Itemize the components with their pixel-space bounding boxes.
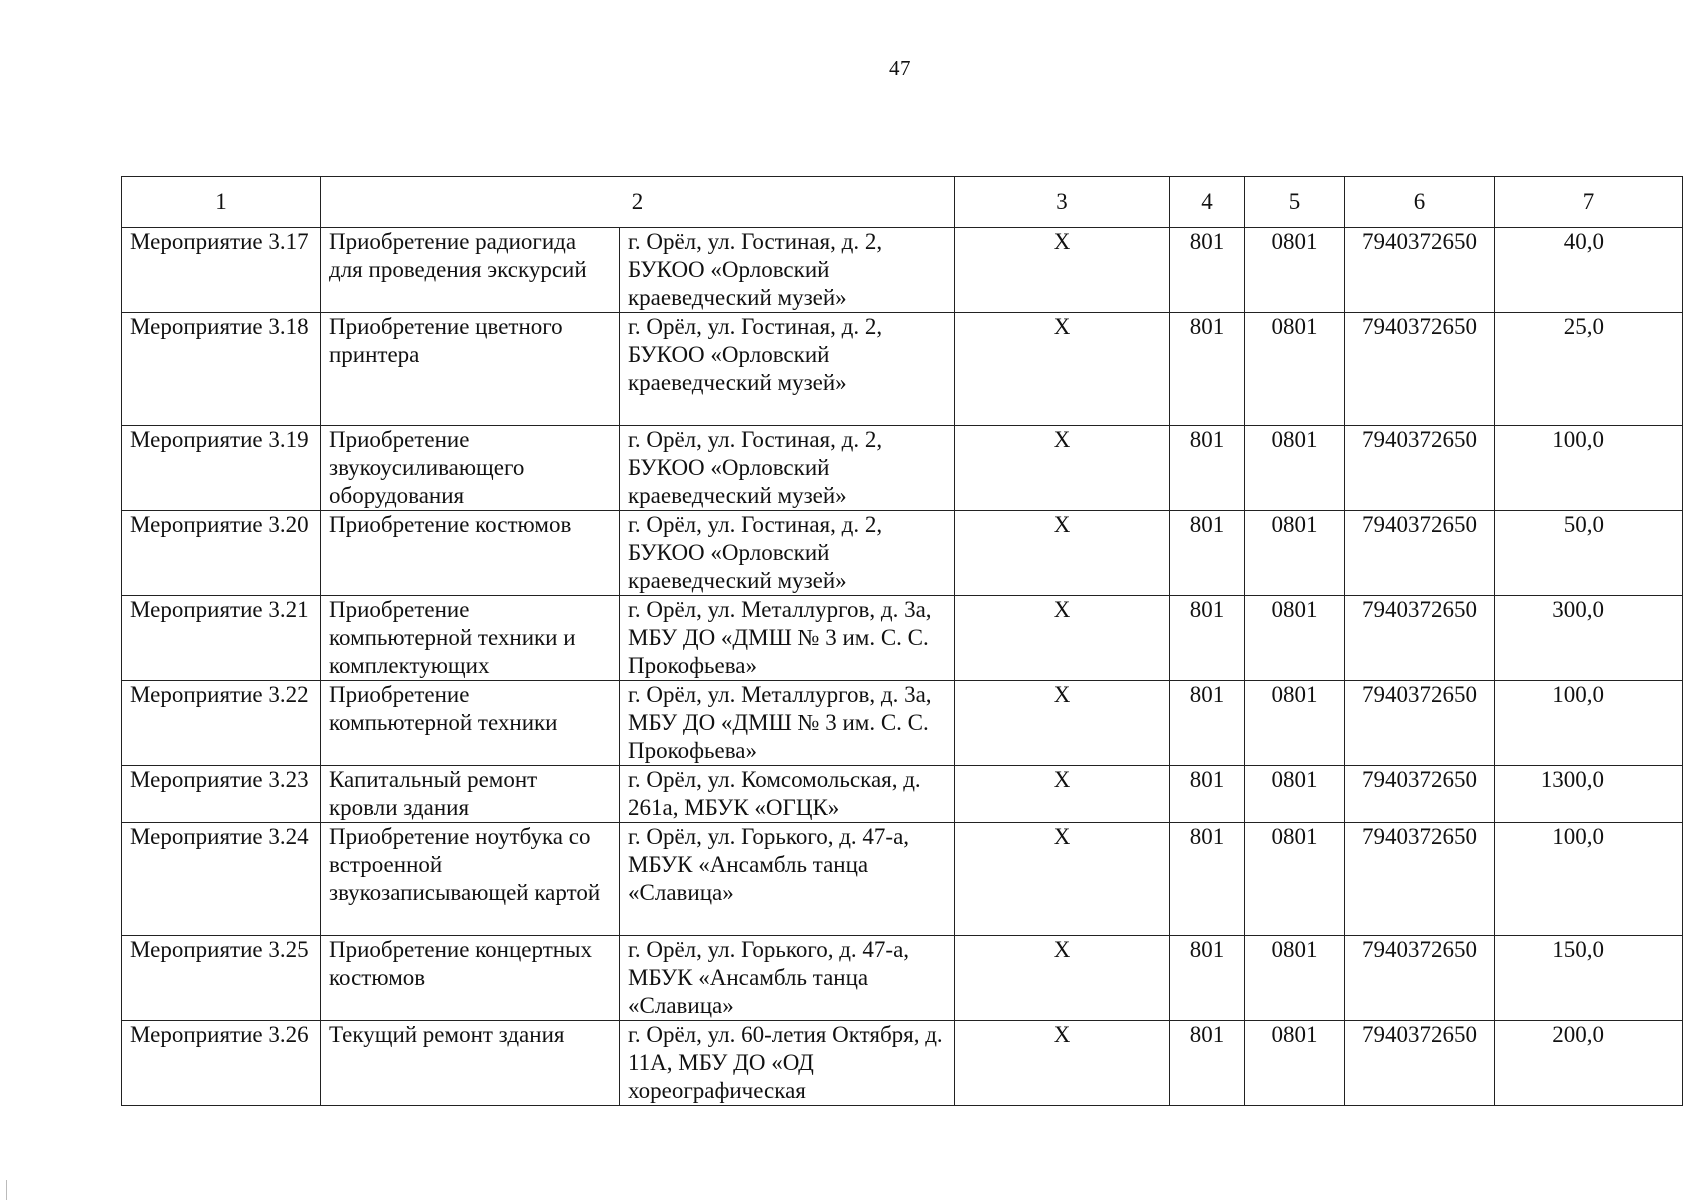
table-row [122,228,1683,313]
cell-col6: 7940372650 [1345,1021,1495,1106]
cell-col6: 7940372650 [1345,936,1495,1021]
cell-address: г. Орёл, ул. Гостиная, д. 2, БУКОО «Орловский краеведческий музей» [620,511,955,596]
cell-name: Приобретение концертных костюмов [321,936,620,1021]
cell-col7: 100,0 [1495,426,1683,511]
cell-event: Мероприятие 3.24 [122,823,321,936]
cell-col7: 1300,0 [1495,766,1683,823]
cell-name: Текущий ремонт здания [321,1021,620,1106]
cell-col3: Х [955,766,1170,823]
cell-address: г. Орёл, ул. 60-летия Октября, д. 11А, МБУ ДО «ОД хореографическая [620,1021,955,1106]
cell-col5: 0801 [1245,426,1345,511]
header-cell: 2 [321,177,955,228]
table-row [122,426,1683,511]
cell-name: Приобретение цветного принтера [321,313,620,426]
cell-event: Мероприятие 3.22 [122,681,321,766]
cell-col3: Х [955,511,1170,596]
cell-col5: 0801 [1245,511,1345,596]
table-row [122,1021,1683,1106]
table-row [122,936,1683,1021]
cell-col5: 0801 [1245,766,1345,823]
cell-address: г. Орёл, ул. Металлургов, д. 3а, МБУ ДО «ДМШ № 3 им. С. С. Прокофьева» [620,681,955,766]
page-number: 47 [889,56,911,80]
cell-col7: 25,0 [1495,313,1683,426]
budget-table [121,176,1683,1106]
cell-name: Приобретение ноутбука со встроенной звукозаписывающей картой [321,823,620,936]
header-cell: 4 [1170,177,1245,228]
cell-col3: Х [955,681,1170,766]
cell-col3: Х [955,823,1170,936]
cell-event: Мероприятие 3.25 [122,936,321,1021]
cell-col4: 801 [1170,936,1245,1021]
cell-col7: 100,0 [1495,823,1683,936]
cell-event: Мероприятие 3.23 [122,766,321,823]
cell-event: Мероприятие 3.21 [122,596,321,681]
cell-name: Приобретение компьютерной техники [321,681,620,766]
cell-address: г. Орёл, ул. Горького, д. 47-а, МБУК «Ансамбль танца «Славица» [620,936,955,1021]
cell-col3: Х [955,228,1170,313]
cell-col7: 300,0 [1495,596,1683,681]
cell-col5: 0801 [1245,596,1345,681]
scan-artifact [6,1180,7,1200]
cell-address: г. Орёл, ул. Гостиная, д. 2, БУКОО «Орловский краеведческий музей» [620,313,955,426]
cell-col6: 7940372650 [1345,596,1495,681]
cell-col6: 7940372650 [1345,823,1495,936]
table-row [122,823,1683,936]
table-row [122,511,1683,596]
header-cell: 7 [1495,177,1683,228]
cell-col6: 7940372650 [1345,228,1495,313]
cell-event: Мероприятие 3.19 [122,426,321,511]
cell-col4: 801 [1170,766,1245,823]
cell-address: г. Орёл, ул. Комсомольская, д. 261а, МБУК «ОГЦК» [620,766,955,823]
cell-event: Мероприятие 3.18 [122,313,321,426]
cell-col6: 7940372650 [1345,511,1495,596]
cell-col5: 0801 [1245,823,1345,936]
header-cell: 3 [955,177,1170,228]
cell-col4: 801 [1170,426,1245,511]
table-row [122,596,1683,681]
cell-col4: 801 [1170,511,1245,596]
cell-col5: 0801 [1245,228,1345,313]
header-cell: 1 [122,177,321,228]
cell-address: г. Орёл, ул. Металлургов, д. 3а, МБУ ДО «ДМШ № 3 им. С. С. Прокофьева» [620,596,955,681]
cell-col7: 40,0 [1495,228,1683,313]
cell-col5: 0801 [1245,936,1345,1021]
cell-col4: 801 [1170,228,1245,313]
cell-event: Мероприятие 3.17 [122,228,321,313]
cell-col7: 100,0 [1495,681,1683,766]
table-row [122,681,1683,766]
cell-col4: 801 [1170,313,1245,426]
cell-col4: 801 [1170,681,1245,766]
cell-col3: Х [955,313,1170,426]
header-cell: 6 [1345,177,1495,228]
cell-col5: 0801 [1245,681,1345,766]
cell-address: г. Орёл, ул. Гостиная, д. 2, БУКОО «Орловский краеведческий музей» [620,228,955,313]
cell-col5: 0801 [1245,313,1345,426]
cell-col3: Х [955,936,1170,1021]
cell-col6: 7940372650 [1345,681,1495,766]
cell-event: Мероприятие 3.20 [122,511,321,596]
table-row [122,766,1683,823]
cell-col3: Х [955,596,1170,681]
cell-col3: Х [955,1021,1170,1106]
cell-col6: 7940372650 [1345,426,1495,511]
cell-col5: 0801 [1245,1021,1345,1106]
cell-event: Мероприятие 3.26 [122,1021,321,1106]
cell-address: г. Орёл, ул. Гостиная, д. 2, БУКОО «Орловский краеведческий музей» [620,426,955,511]
cell-col7: 150,0 [1495,936,1683,1021]
cell-name: Капитальный ремонт кровли здания [321,766,620,823]
cell-col3: Х [955,426,1170,511]
cell-col6: 7940372650 [1345,313,1495,426]
table-row [122,313,1683,426]
cell-name: Приобретение звукоусиливающего оборудования [321,426,620,511]
cell-name: Приобретение радиогида для проведения экскурсий [321,228,620,313]
table-header-row [122,177,1683,228]
cell-name: Приобретение компьютерной техники и комплектующих [321,596,620,681]
cell-col4: 801 [1170,823,1245,936]
cell-col6: 7940372650 [1345,766,1495,823]
cell-col4: 801 [1170,1021,1245,1106]
cell-col4: 801 [1170,596,1245,681]
cell-col7: 200,0 [1495,1021,1683,1106]
header-cell: 5 [1245,177,1345,228]
cell-name: Приобретение костюмов [321,511,620,596]
cell-col7: 50,0 [1495,511,1683,596]
cell-address: г. Орёл, ул. Горького, д. 47-а, МБУК «Ансамбль танца «Славица» [620,823,955,936]
